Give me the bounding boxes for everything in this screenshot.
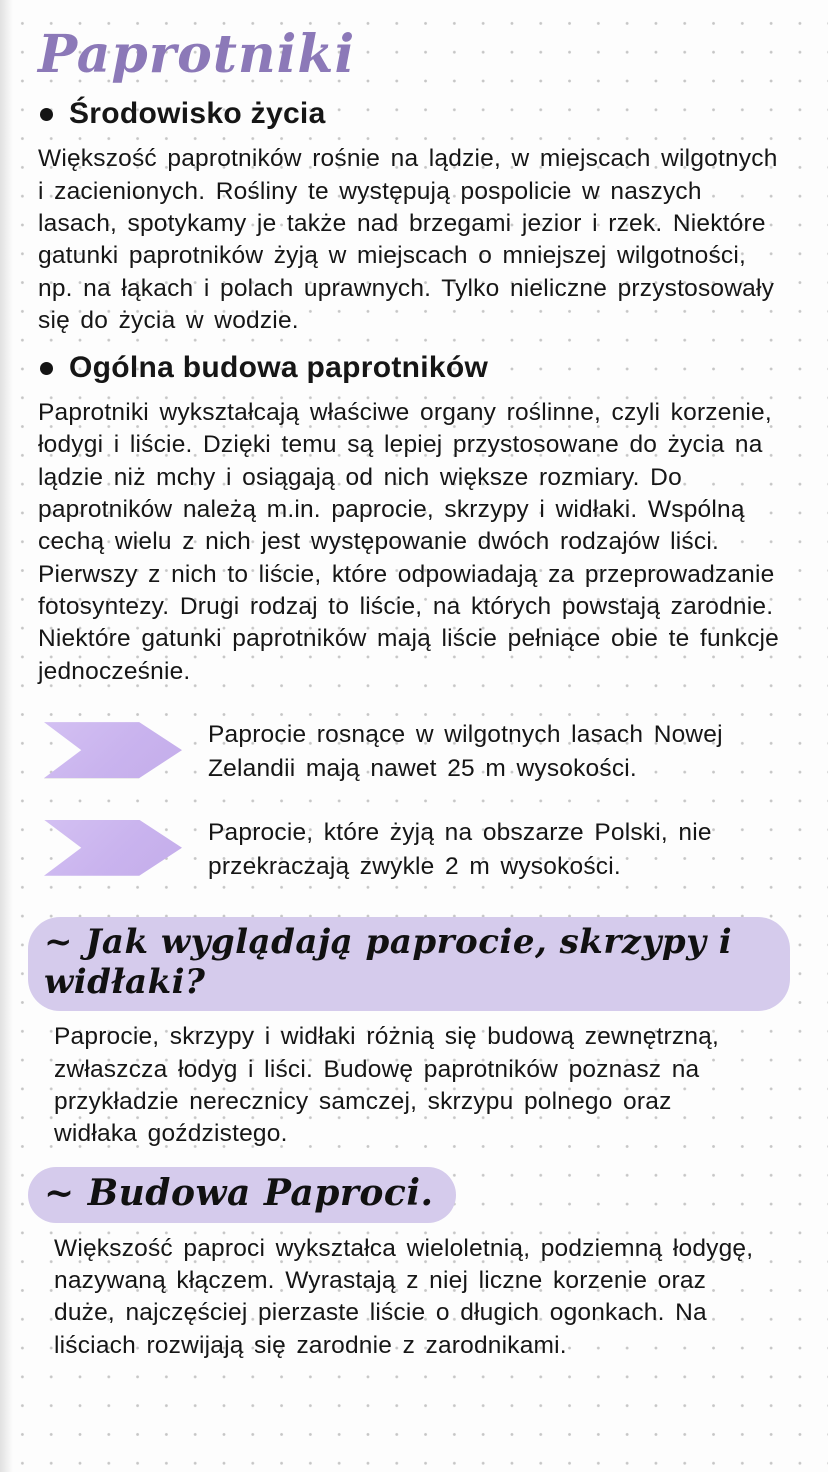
- script-section-body-budowa-paproci: Większość paproci wykształca wieloletnią, podziemną łodygę, nazywaną kłączem. Wyrastają z niej liczne korzenie oraz duże, najczęściej pierzaste liście o długich ogonkach. Na liściach rozwijają się zarodnie z zarodnikami.: [54, 1234, 754, 1359]
- callout-text: Paprocie, które żyją na obszarze Polski, nie przekraczają zwykle 2 m wysokości.: [208, 818, 712, 880]
- script-section-body-jak-wygladaja: Paprocie, skrzypy i widłaki różnią się budową zewnętrzną, zwłaszcza łodyg i liści. Budowę paprotników poznasz na przykładzie nerecznicy samczej, skrzypu polnego oraz widłaka goździstego.: [54, 1023, 720, 1148]
- callout-nowa-zelandia: [44, 718, 790, 786]
- page-title: Paprotniki: [38, 24, 356, 85]
- highlighted-heading-budowa-paproci: ~ Budowa Paproci.: [28, 1167, 456, 1223]
- arrow-right-icon: [44, 820, 182, 876]
- section-heading-label: Ogólna budowa paprotników: [69, 351, 489, 385]
- section-heading-label: Środowisko życia: [69, 97, 326, 131]
- arrow-right-icon: [44, 722, 182, 778]
- bullet-dot-icon: [40, 108, 53, 121]
- section-heading-srodowisko: [40, 97, 790, 131]
- callout-polska: [44, 816, 790, 884]
- section-body-budowa-ogolna: Paprotniki wykształcają właściwe organy roślinne, czyli korzenie, łodygi i liście. Dzięki temu są lepiej przystosowane do życia na lądzie niż mchy i osiągają od nich większe rozmiary. Do paprotników należą m.in. paprocie, skrzypy i widłaki. Wspólną cechą wielu z nich jest występowanie dwóch rodzajów liści. Pierwszy z nich to liście, które odpowiadają za przeprowadzanie fotosyntezy. Drugi rodzaj to liście, na których powstają zarodnie. Niektóre gatunki paprotników mają liście pełniące obie te funkcje jednocześnie.: [38, 399, 779, 685]
- section-heading-budowa-ogolna: [40, 351, 790, 385]
- section-body-srodowisko: Większość paprotników rośnie na lądzie, w miejscach wilgotnych i zacienionych. Rośliny te występują pospolicie w naszych lasach, spotykamy je także nad brzegami jezior i rzek. Niektóre gatunki paprotników żyją w miejscach o mniejszej wilgotności, np. na łąkach i polach uprawnych. Tylko nieliczne przystosowały się do życia w wodzie.: [38, 145, 778, 334]
- callout-text: Paprocie rosnące w wilgotnych lasach Nowej Zelandii mają nawet 25 m wysokości.: [208, 721, 723, 782]
- bullet-dot-icon: [40, 362, 53, 375]
- highlighted-heading-jak-wygladaja: ~ Jak wyglądają paprocie, skrzypy i widłaki?: [28, 917, 790, 1011]
